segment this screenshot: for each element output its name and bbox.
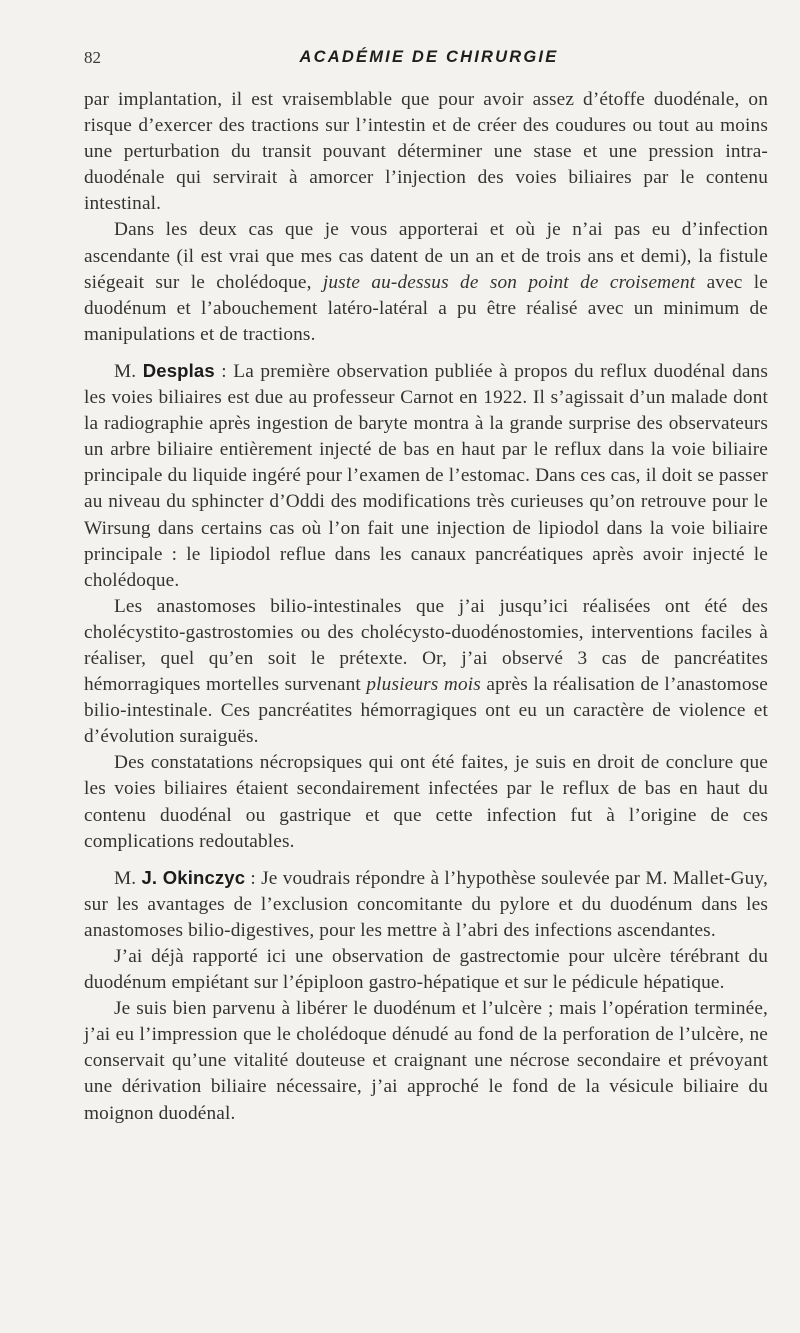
page-header — [84, 48, 774, 72]
paragraph-2: Dans les deux cas que je vous apporterai et où je n’ai pas eu d’infection ascendante (il est vrai que mes cas datent de un an et de trois ans et demi), la fistule siégeait sur le cholédoque, juste au-dessus de son point de croisement avec le duodénum et l’abouchement latéro-latéral a pu être réalisé avec un minimum de manipulations et de tractions. — [84, 219, 768, 345]
paragraph-4: Les anastomoses bilio-intestinales que j’ai jusqu’ici réalisées ont été des cholécystito-gastrostomies ou des cholécysto-duodénostomies, interventions faciles à réaliser, quel qu’en soit le prétexte. Or, j’ai observé 3 cas de pancréatites hémorragiques mortelles survenant plusieurs mois après la réalisation de l’anastomose bilio-intestinale. Ces pancréatites hémorragiques ont eu un caractère de violence et d’évolution suraiguës. — [84, 595, 768, 748]
emphasis-text: juste au-dessus de son point de croisement — [322, 271, 696, 293]
speaker-name: J. Okinczyc — [141, 866, 246, 888]
emphasis-text: plusieurs mois — [366, 674, 481, 696]
speaker-name: Desplas — [142, 359, 215, 381]
paragraph-5: Des constatations nécropsiques qui ont été faites, je suis en droit de conclure que les voies biliaires étaient secondairement infectées par le reflux de bas en haut du contenu duodénal ou gastrique et que cette infection fut à l’origine de ces complications redoutables. — [84, 752, 768, 852]
page-number: 82 — [84, 48, 101, 67]
paragraph-okinczyc: M. J. Okinczyc : Je voudrais répondre à l’hypothèse soulevée par M. Mallet-Guy, sur les avantages de l’exclusion concomitante du pylore et du duodénum dans les anastomoses bilio-digestives, pour les mettre à l’abri des infections ascendantes. — [84, 866, 768, 941]
running-title: ACADÉMIE DE CHIRURGIE — [299, 48, 559, 66]
paragraph-7: J’ai déjà rapporté ici une observation de gastrectomie pour ulcère térébrant du duodénum empiétant sur l’épiploon gastro-hépatique et sur le pédicule hépatique. — [84, 946, 768, 994]
paragraph-desplas: M. Desplas : La première observation publiée à propos du reflux duodénal dans les voies biliaires est due au professeur Carnot en 1922. Il s’agissait d’un malade dont la radiographie après ingestion de baryte montra à la grande surprise des observateurs un arbre biliaire entièrement injecté de bas en haut par le reflux dans la voie biliaire principale du liquide ingéré pour l’examen de l’estomac. Dans ces cas, il doit se passer au niveau du sphincter d’Oddi des modifications très curieuses qu’on retrouve pour le Wirsung dans certains cas où l’on fait une injection de lipiodol dans la voie biliaire principale : le lipiodol reflue dans les canaux pancréatiques après avoir injecté le cholédoque. — [84, 359, 768, 591]
paragraph-1: par implantation, il est vraisemblable que pour avoir assez d’étoffe duodénale, on risque d’exercer des tractions sur l’intestin et de créer des coudures ou tout au moins une perturbation du transit pouvant déterminer une stase et une pression intra-duodénale qui servirait à amorcer l’injection des voies biliaires par le contenu intestinal. — [84, 89, 768, 215]
body-text — [84, 87, 768, 1127]
paragraph-8: Je suis bien parvenu à libérer le duodénum et l’ulcère ; mais l’opération terminée, j’ai eu l’impression que le cholédoque dénudé au fond de la perforation de l’ulcère, ne conservait qu’une vitalité douteuse et craignant une nécrose secondaire et prévoyant une dérivation biliaire nécessaire, j’ai approché le fond de la vésicule biliaire du moignon duodénal. — [84, 998, 768, 1124]
